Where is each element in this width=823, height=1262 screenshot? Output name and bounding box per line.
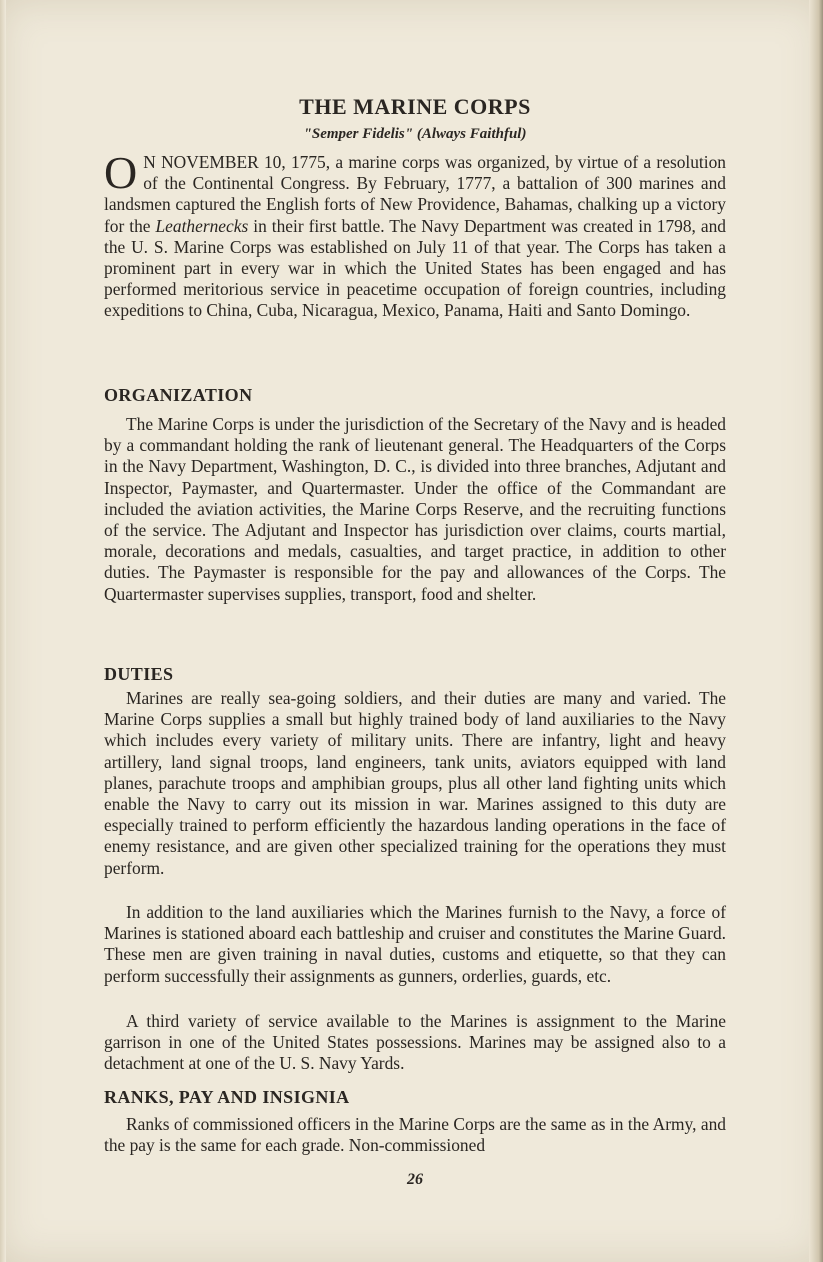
drop-cap: O [104, 147, 138, 198]
section-paragraph: A third variety of service available to the Marines is assignment to the Marine garrison in one of the United States possessions. Marines may be assigned also to a detachment at one of the U. S. Navy Yards. [104, 1011, 726, 1074]
page-title: THE MARINE CORPS [299, 94, 531, 119]
section-paragraph: Ranks of commissioned officers in the Marine Corps are the same as in the Army, and the pay is the same for each grade. Non-commissioned [104, 1114, 726, 1156]
page-subtitle: "Semper Fidelis" (Always Faithful) [303, 126, 527, 142]
intro-emphasis: Leathernecks [155, 215, 249, 236]
intro-paragraph [104, 147, 726, 322]
intro-text-start: N NOVEMBER 10, 1775, a marine corps was organized, by virtue of a resolution of the Continental Congress. By February, 1777, a battalion of 300 marines and landsmen captured the English forts of New Providence, Bahamas, chalking up a victory for the [104, 152, 726, 236]
page-left-edge [0, 0, 6, 1262]
section-heading-ranks: RANKS, PAY AND INSIGNIA [104, 1087, 350, 1107]
section-paragraph: In addition to the land auxiliaries which the Marines furnish to the Navy, a force of Marines is stationed aboard each battleship and cruiser and constitutes the Marine Guard. These men are given training in naval duties, customs and etiquette, so that they can perform successfully their assignments as gunners, orderlies, guards, etc. [104, 902, 726, 986]
section-heading-organization: ORGANIZATION [104, 385, 253, 405]
section-heading-duties: DUTIES [104, 664, 174, 684]
section-paragraph: Marines are really sea-going soldiers, and their duties are many and varied. The Marine Corps supplies a small but highly trained body of land auxiliaries to the Navy which includes every variety of military units. There are infantry, light and heavy artillery, land signal troops, land engineers, tank units, aviators equipped with land planes, parachute troops and amphibian groups, plus all other land fighting units which enable the Navy to carry out its mission in war. Marines assigned to this duty are especially trained to perform efficiently the hazardous landing operations in the face of enemy resistance, and are given other specialized training for the operations they must perform. [104, 688, 726, 878]
page-number: 26 [407, 1171, 423, 1188]
page-right-edge [809, 0, 823, 1262]
section-paragraph: The Marine Corps is under the jurisdiction of the Secretary of the Navy and is headed by a commandant holding the rank of lieutenant general. The Headquarters of the Corps in the Navy Department, Washington, D. C., is divided into three branches, Adjutant and Inspector, Paymaster, and Quartermaster. Under the office of the Commandant are included the aviation activities, the Marine Corps Reserve, and the recruiting functions of the service. The Adjutant and Inspector has jurisdiction over claims, courts martial, morale, decorations and medals, casualties, and target practice, in addition to other duties. The Paymaster is responsible for the pay and allowances of the Corps. The Quartermaster supervises supplies, transport, food and shelter. [104, 414, 726, 604]
intro-text-end: in their first battle. The Navy Department was created in 1798, and the U. S. Marine Corps was established on July 11 of that year. The Corps has taken a prominent part in every war in which the United States has been engaged and has performed meritorious service in peacetime occupation of foreign countries, including expeditions to China, Cuba, Nicaragua, Mexico, Panama, Haiti and Santo Domingo. [104, 215, 726, 321]
